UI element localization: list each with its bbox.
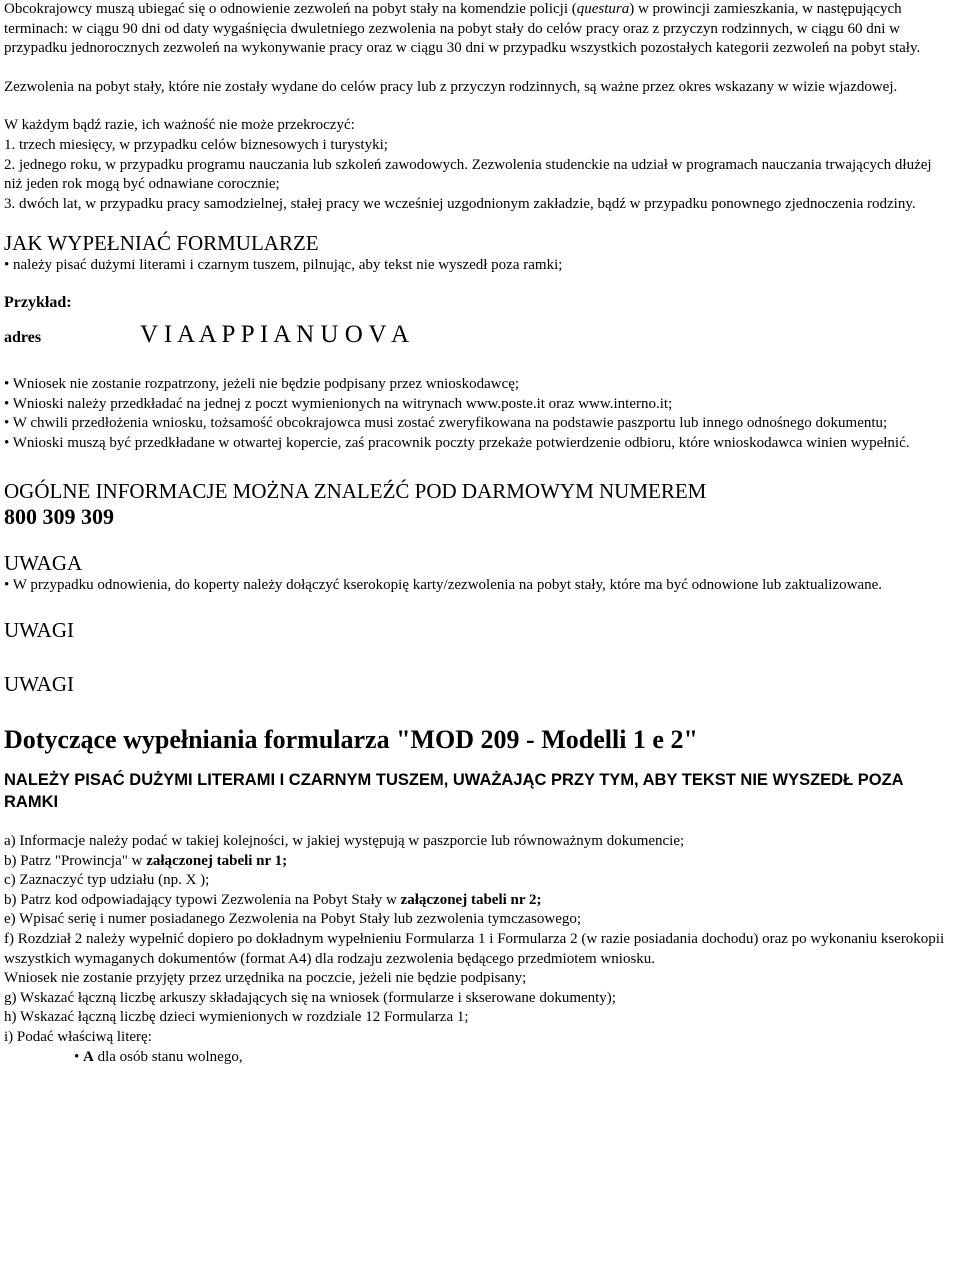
instruction-c: c) Zaznaczyć typ udziału (np. X ); xyxy=(4,872,210,889)
example-row xyxy=(4,320,948,348)
instruction-e: e) Wpisać serię i numer posiadanego Zezwolenia na Pobyt Stały lub zezwolenia tymczasowego; xyxy=(4,911,582,928)
how-to-bullet: • Wnioski muszą być przedkładane w otwartej kopercie, zaś pracownik poczty przekaże potwierdzenie odbioru, które wnioskodawca winien wypełnić. xyxy=(4,434,910,451)
how-to-bullet: • W chwili przedłożenia wniosku, tożsamość obcokrajowca musi zostać zweryfikowana na podstawie paszportu lub innego odnośnego dokumentu; xyxy=(4,415,888,432)
validity-item-3: 3. dwóch lat, w przypadku pracy samodzielnej, stałej pracy we wcześniej uzgodnionym zakładzie, bądź w przypadku ponownego zjednoczenia rodziny. xyxy=(4,195,916,212)
form-section-title: Dotyczące wypełniania formularza "MOD 209 - Modelli 1 e 2" xyxy=(4,725,698,755)
instruction-h: h) Wskazać łączną liczbę dzieci wymienionych w rozdziale 12 Formularza 1; xyxy=(4,1009,469,1026)
example-field-value: V I A A P P I A N U O V A xyxy=(140,320,410,348)
how-to-bullet-1: • należy pisać dużymi literami i czarnym tuszem, pilnując, aby tekst nie wyszedł poza ramki; xyxy=(4,257,563,274)
instruction-i-option-a: • A dla osób stanu wolnego, xyxy=(74,1048,243,1065)
info-heading: OGÓLNE INFORMACJE MOŻNA ZNALEŹĆ POD DARMOWYM NUMEREM xyxy=(4,478,707,503)
form-section-subtitle: NALEŻY PISAĆ DUŻYMI LITERAMI I CZARNYM TUSZEM, UWAŻAJĄC PRZY TYM, ABY TEKST NIE WYSZEDŁ POZA RAMKI xyxy=(4,771,903,812)
instruction-not-accepted: Wniosek nie zostanie przyjęty przez urzędnika na poczcie, jeżeli nie będzie podpisany; xyxy=(4,970,527,987)
example-field-label: adres xyxy=(4,328,42,346)
intro-paragraph-1: Obcokrajowcy muszą ubiegać się o odnowienie zezwoleń na pobyt stały na komendzie policji (questura) w prowincji zamieszkania, w następujących terminach: w ciągu 90 dni od daty wygaśnięcia dwuletniego zezwolenia na pobyt stały do celów pracy oraz z przyczyn rodzinnych, w ciągu 60 dni w przypadku jednorocznych zezwoleń na wykonywanie pracy oraz w ciągu 30 dni w przypadku wszystkich pozostałych kategorii zezwoleń na pobyt stały. xyxy=(4,1,921,57)
info-phone-number: 800 309 309 xyxy=(4,503,114,529)
instruction-f: f) Rozdział 2 należy wypełnić dopiero po dokładnym wypełnieniu Formularza 1 i Formularza 2 (w razie posiadania dochodu) oraz po wykonaniu kserokopii wszystkich wymaganych dokumentów (format A4) dla rodzaju zezwolenia będącego przedmiotem wniosku. xyxy=(4,931,945,967)
questura-term: questura xyxy=(576,1,630,17)
document-page xyxy=(4,0,948,1067)
how-to-heading: JAK WYPEŁNIAĆ FORMULARZE xyxy=(4,231,319,256)
intro-paragraph-2: Zezwolenia na pobyt stały, które nie zostały wydane do celów pracy lub z przyczyn rodzinnych, są ważne przez okres wskazany w wizie wjazdowej. xyxy=(4,78,898,95)
validity-lead: W każdym bądź razie, ich ważność nie może przekroczyć: xyxy=(4,117,355,134)
notes-heading-2: UWAGI xyxy=(4,672,74,697)
validity-item-2: 2. jednego roku, w przypadku programu nauczania lub szkoleń zawodowych. Zezwolenia studenckie na udział w programach nauczania trwających dłużej niż jeden rok mogą być odnawiane corocznie; xyxy=(4,156,932,193)
instruction-b1: b) Patrz "Prowincja" w załączonej tabeli nr 1; xyxy=(4,852,288,869)
instruction-i: i) Podać właściwą literę: xyxy=(4,1029,152,1046)
instruction-b2: b) Patrz kod odpowiadający typowi Zezwolenia na Pobyt Stały w załączonej tabeli nr 2; xyxy=(4,891,542,908)
notes-heading-1: UWAGI xyxy=(4,618,74,643)
how-to-bullet: • Wnioski należy przedkładać na jednej z poczt wymienionych na witrynach www.poste.it oraz www.interno.it; xyxy=(4,395,673,412)
warning-bullet: • W przypadku odnowienia, do koperty należy dołączyć kserokopię karty/zezwolenia na pobyt stały, które ma być odnowione lub zaktualizowane. xyxy=(4,576,883,593)
validity-item-1: 1. trzech miesięcy, w przypadku celów biznesowych i turystyki; xyxy=(4,136,388,153)
instruction-g: g) Wskazać łączną liczbę arkuszy składających się na wniosek (formularze i skserowane dokumenty); xyxy=(4,989,616,1006)
warning-heading: UWAGA xyxy=(4,550,83,575)
instruction-a: a) Informacje należy podać w takiej kolejności, w jakiej występują w paszporcie lub równoważnym dokumencie; xyxy=(4,833,685,850)
example-label: Przykład: xyxy=(4,293,72,311)
how-to-bullet: • Wniosek nie zostanie rozpatrzony, jeżeli nie będzie podpisany przez wnioskodawcę; xyxy=(4,376,520,393)
